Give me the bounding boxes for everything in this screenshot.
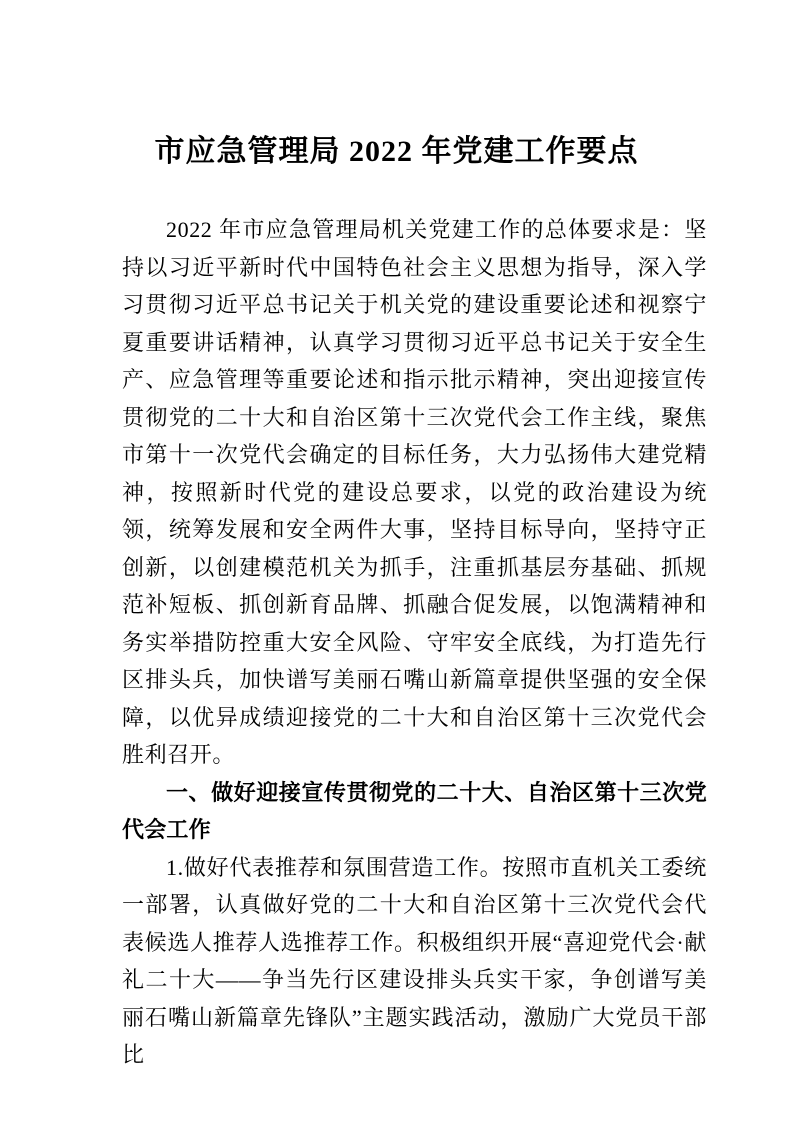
document-title: 市应急管理局 2022 年党建工作要点 (154, 135, 639, 168)
document-body (122, 211, 707, 1074)
item-1-paragraph: 1.做好代表推荐和氛围营造工作。按照市直机关工委统一部署，认真做好党的二十大和自治区第十三次党代会代表候选人推荐人选推荐工作。积极组织开展“喜迎党代会·献礼二十大——争当先行区建设排头兵实干家，争创谱写美丽石嘴山新篇章先锋队”主题实践活动，激励广大党员干部比 (122, 854, 707, 1067)
section-1-heading: 一、做好迎接宣传贯彻党的二十大、自治区第十三次党代会工作 (122, 779, 707, 842)
overview-paragraph: 2022 年市应急管理局机关党建工作的总体要求是：坚持以习近平新时代中国特色社会主义思想为指导，深入学习贯彻习近平总书记关于机关党的建设重要论述和视察宁夏重要讲话精神，认真学习贯彻习近平总书记关于安全生产、应急管理等重要论述和指示批示精神，突出迎接宣传贯彻党的二十大和自治区第十三次党代会工作主线，聚焦市第十一次党代会确定的目标任务，大力弘扬伟大建党精神，按照新时代党的建设总要求，以党的政治建设为统领，统筹发展和安全两件大事，坚持目标导向，坚持守正创新，以创建模范机关为抓手，注重抓基层夯基础、抓规范补短板、抓创新育品牌、抓融合促发展，以饱满精神和务实举措防控重大安全风险、守牢安全底线，为打造先行区排头兵，加快谱写美丽石嘴山新篇章提供坚强的安全保障，以优异成绩迎接党的二十大和自治区第十三次党代会胜利召开。 (122, 217, 707, 767)
